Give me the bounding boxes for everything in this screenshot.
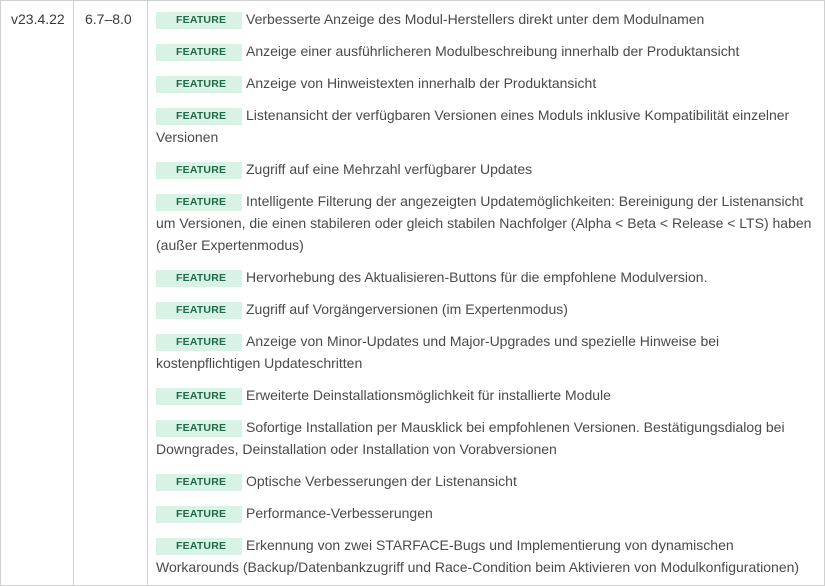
- changelog-entry: [156, 534, 814, 578]
- feature-badge: FEATURE: [156, 538, 242, 555]
- compatibility-text: 6.7–8.0: [85, 11, 132, 27]
- entry-text: Zugriff auf Vorgängerversionen (im Expertenmodus): [246, 301, 568, 317]
- changes-cell: [148, 1, 824, 585]
- entry-text: Anzeige einer ausführlicheren Modulbeschreibung innerhalb der Produktansicht: [246, 43, 740, 59]
- changelog-entry: [156, 502, 814, 524]
- feature-badge: FEATURE: [156, 108, 242, 125]
- changelog-entry: [156, 416, 814, 460]
- changelog-entry: [156, 104, 814, 148]
- changelog-entry: [156, 158, 814, 180]
- changelog-entry: [156, 470, 814, 492]
- feature-badge: FEATURE: [156, 270, 242, 287]
- entry-text: Zugriff auf eine Mehrzahl verfügbarer Updates: [246, 161, 533, 177]
- entry-text: Performance-Verbesserungen: [246, 505, 433, 521]
- feature-badge: FEATURE: [156, 194, 242, 211]
- feature-badge: FEATURE: [156, 388, 242, 405]
- changelog-entry: [156, 266, 814, 288]
- changelog-entry: [156, 330, 814, 374]
- entry-text: Anzeige von Minor-Updates und Major-Upgrades und spezielle Hinweise bei kostenpflichtigen Updateschritten: [156, 333, 720, 371]
- feature-badge: FEATURE: [156, 12, 242, 29]
- feature-badge: FEATURE: [156, 44, 242, 61]
- entry-text: Erweiterte Deinstallationsmöglichkeit für installierte Module: [246, 387, 611, 403]
- version-text: v23.4.22: [11, 11, 65, 27]
- entry-text: Intelligente Filterung der angezeigten Updatemöglichkeiten: Bereinigung der Listenansicht um Versionen, die einen stabileren oder gleich stabilen Nachfolger (Alpha < Beta < Release < LTS) haben (außer Expertenmodus): [156, 193, 812, 253]
- feature-badge: FEATURE: [156, 420, 242, 437]
- version-cell: [1, 1, 74, 585]
- entry-text: Erkennung von zwei STARFACE-Bugs und Implementierung von dynamischen Workarounds (Backup/Datenbankzugriff und Race-Condition beim Aktivieren von Modulkonfigurationen): [156, 537, 800, 575]
- feature-badge: FEATURE: [156, 162, 242, 179]
- entry-text: Hervorhebung des Aktualisieren-Buttons für die empfohlene Modulversion.: [246, 269, 708, 285]
- entry-text: Sofortige Installation per Mausklick bei empfohlenen Versionen. Bestätigungsdialog bei Downgrades, Deinstallation oder Installation von Vorabversionen: [156, 419, 785, 457]
- changelog-entry: [156, 190, 814, 256]
- entry-text: Optische Verbesserungen der Listenansicht: [246, 473, 517, 489]
- changelog-entry: [156, 72, 814, 94]
- feature-badge: FEATURE: [156, 334, 242, 351]
- entry-text: Listenansicht der verfügbaren Versionen eines Moduls inklusive Kompatibilität einzelner Versionen: [156, 107, 790, 145]
- changelog-entry: [156, 40, 814, 62]
- changelog-entry: [156, 298, 814, 320]
- changelog-entry: [156, 384, 814, 406]
- feature-badge: FEATURE: [156, 506, 242, 523]
- entry-text: Verbesserte Anzeige des Modul-Herstellers direkt unter dem Modulnamen: [246, 11, 705, 27]
- feature-badge: FEATURE: [156, 302, 242, 319]
- changelog-entry: [156, 8, 814, 30]
- entry-text: Anzeige von Hinweistexten innerhalb der Produktansicht: [246, 75, 597, 91]
- feature-badge: FEATURE: [156, 76, 242, 93]
- compatibility-cell: [74, 1, 148, 585]
- feature-badge: FEATURE: [156, 474, 242, 491]
